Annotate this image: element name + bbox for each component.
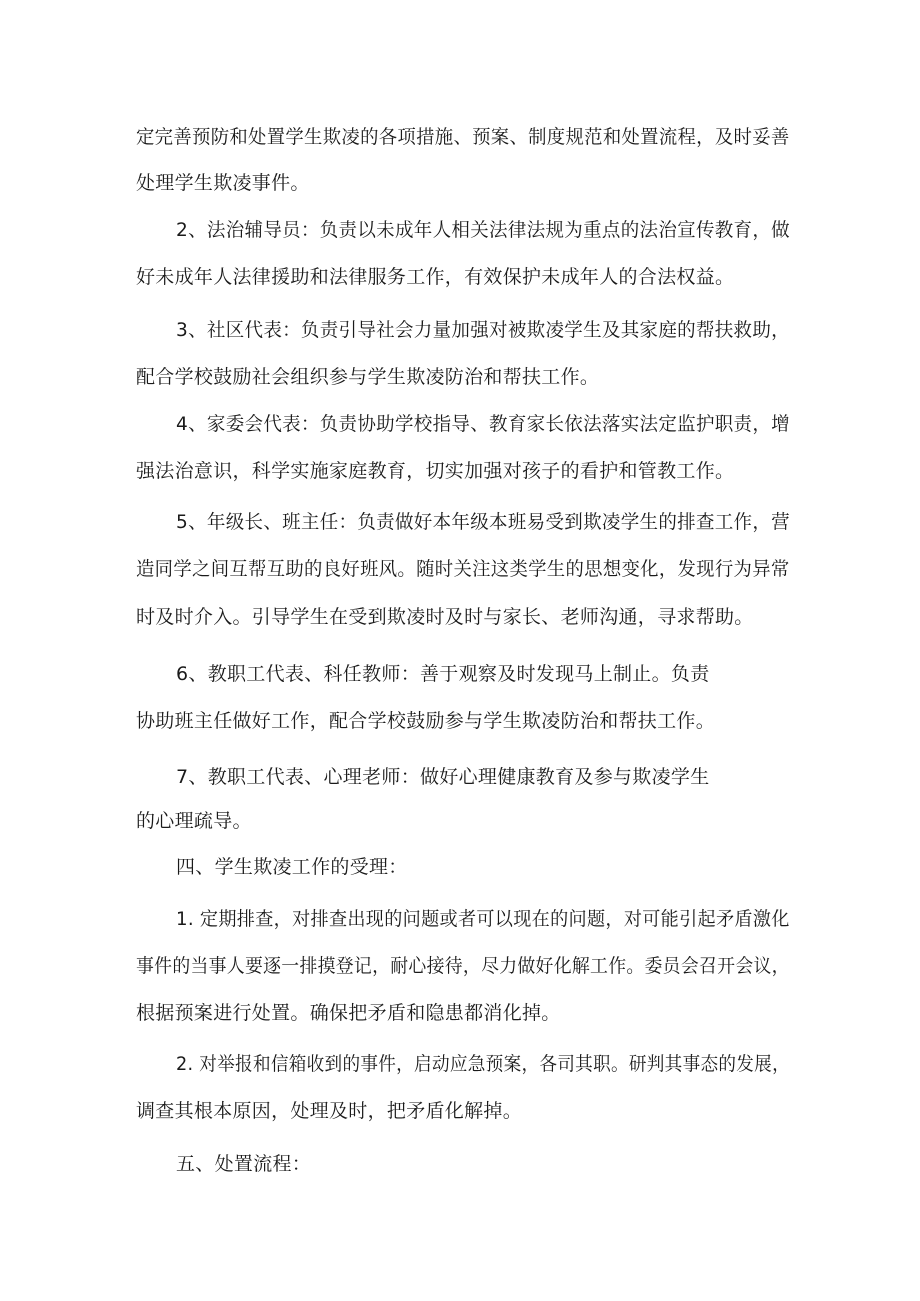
text-line: 3、社区代表：负责引导社会力量加强对被欺凌学生及其家庭的帮扶救助， <box>176 319 790 341</box>
text-line: 1. 定期排查，对排查出现的问题或者可以现在的问题，对可能引起矛盾激化 <box>176 908 790 930</box>
text-line: 造同学之间互帮互助的良好班风。随时关注这类学生的思想变化，发现行为异常 <box>136 558 790 580</box>
text-line: 定完善预防和处置学生欺凌的各项措施、预案、制度规范和处置流程，及时妥善 <box>136 126 790 148</box>
text-line: 6、教职工代表、科任教师：善于观察及时发现马上制止。负责 <box>176 663 710 685</box>
text-line: 处理学生欺凌事件。 <box>136 172 310 194</box>
text-line: 7、教职工代表、心理老师：做好心理健康教育及参与欺凌学生 <box>176 766 710 788</box>
text-line: 调查其根本原因，处理及时，把矛盾化解掉。 <box>136 1100 523 1122</box>
text-line: 4、家委会代表：负责协助学校指导、教育家长依法落实法定监护职责，增 <box>176 413 790 435</box>
text-line: 配合学校鼓励社会组织参与学生欺凌防治和帮扶工作。 <box>136 366 600 388</box>
text-line: 时及时介入。引导学生在受到欺凌时及时与家长、老师沟通，寻求帮助。 <box>136 606 754 628</box>
text-line: 2. 对举报和信箱收到的事件，启动应急预案，各司其职。研判其事态的发展， <box>176 1053 790 1075</box>
section-heading: 四、学生欺凌工作的受理： <box>176 856 408 878</box>
text-line: 事件的当事人要逐一排摸登记，耐心接待，尽力做好化解工作。委员会召开会议， <box>136 955 790 977</box>
text-line: 好未成年人法律援助和法律服务工作，有效保护未成年人的合法权益。 <box>136 266 735 288</box>
text-line: 5、年级长、班主任：负责做好本年级本班易受到欺凌学生的排查工作，营 <box>176 511 790 533</box>
text-line: 协助班主任做好工作，配合学校鼓励参与学生欺凌防治和帮扶工作。 <box>136 710 716 732</box>
text-line: 的心理疏导。 <box>136 810 252 832</box>
text-line: 根据预案进行处置。确保把矛盾和隐患都消化掉。 <box>136 1002 561 1024</box>
section-heading: 五、处置流程： <box>176 1153 312 1175</box>
text-line: 强法治意识，科学实施家庭教育，切实加强对孩子的看护和管教工作。 <box>136 460 735 482</box>
text-line: 2、法治辅导员：负责以未成年人相关法律法规为重点的法治宣传教育，做 <box>176 219 790 241</box>
